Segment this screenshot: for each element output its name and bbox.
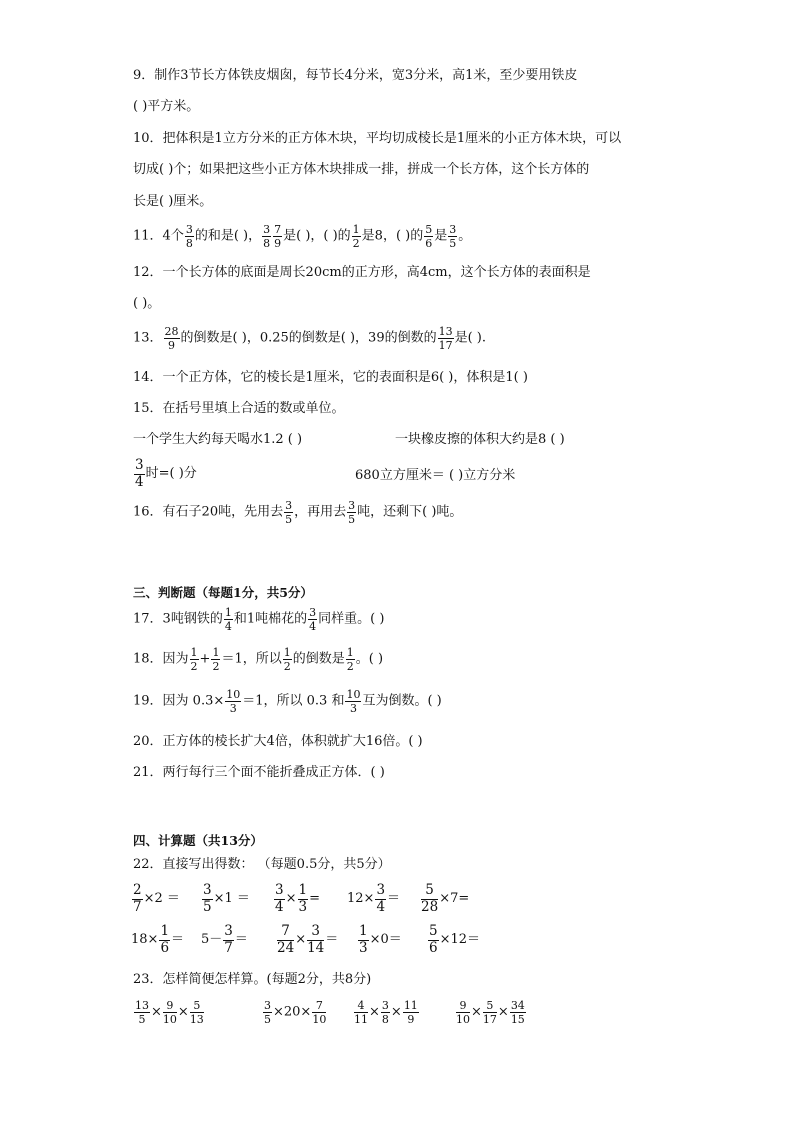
q11-f: 。 bbox=[458, 228, 472, 244]
q9-line1: 9．制作3节长方体铁皮烟囱，每节长4分米，宽3分米，高1米，至少要用铁皮 bbox=[133, 68, 578, 83]
q13-b: 的倒数是( )，0.25的倒数是( )，39的倒数的 bbox=[180, 330, 437, 346]
q23-expr-2: $\frac{3}{5}$ ×20× $\frac{7}{10}$ bbox=[264, 999, 327, 1026]
q22-item: 18× $\frac{1}{6}$ ＝ bbox=[131, 923, 185, 956]
section-3-title: 三、判断题（每题1分，共5分） bbox=[133, 585, 313, 600]
q18-e: 。( ) bbox=[355, 651, 384, 667]
q11-c: 是( )，( )的 bbox=[283, 228, 351, 244]
q22-item: $\frac{1}{3}$ ×0＝ bbox=[359, 923, 402, 956]
q17-a: 17．3吨钢铁的 bbox=[133, 611, 223, 627]
q15-a: 一个学生大约每天喝水1.2 ( ) bbox=[133, 432, 303, 447]
q22-item: $\frac{2}{7}$ ×2 ＝ bbox=[133, 882, 180, 915]
q11-a: 11．4个 bbox=[133, 228, 184, 244]
fraction: $\frac{3}{4}$ bbox=[135, 457, 144, 490]
q21: 21．两行每行三个面不能折叠成正方体．( ) bbox=[133, 765, 385, 780]
q18 bbox=[133, 647, 383, 672]
fraction: $\frac{3}{8}$ bbox=[263, 223, 271, 250]
q15-title: 15．在括号里填上合适的数或单位。 bbox=[133, 401, 345, 416]
q23-expr-3: $\frac{4}{11}$ × $\frac{3}{8}$ × $\frac{11}{9}$ bbox=[354, 999, 418, 1026]
q22-item: $\frac{5}{6}$ ×12＝ bbox=[429, 923, 481, 956]
q13-c: 是( ). bbox=[454, 330, 487, 346]
fraction: $\frac{1}{2}$ bbox=[190, 646, 198, 673]
q16-c: 吨，还剩下( )吨。 bbox=[357, 504, 463, 520]
q22-item: $\frac{3}{5}$ ×1 ＝ bbox=[203, 882, 250, 915]
fraction: $\frac{13}{17}$ bbox=[438, 325, 453, 352]
q19-c: 互为倒数。( ) bbox=[362, 693, 442, 709]
q15-d: 680立方厘米＝ ( )立方分米 bbox=[355, 468, 516, 483]
fraction: $\frac{3}{5}$ bbox=[285, 499, 293, 526]
q15-b: 一块橡皮擦的体积大约是8 ( ) bbox=[395, 432, 565, 447]
q13-a: 13． bbox=[133, 330, 163, 346]
fraction: $\frac{10}{3}$ bbox=[226, 688, 241, 715]
q14: 14．一个正方体，它的棱长是1厘米，它的表面积是6( )，体积是1( ) bbox=[133, 370, 528, 385]
q22-item: 12× $\frac{3}{4}$ ＝ bbox=[347, 882, 401, 915]
q22-title: 22．直接写出得数： （每题0.5分，共5分） bbox=[133, 857, 391, 872]
fraction: $\frac{10}{3}$ bbox=[346, 688, 361, 715]
q16-a: 16．有石子20吨，先用去 bbox=[133, 504, 284, 520]
q12-line1: 12．一个长方体的底面是周长20cm的正方形，高4cm，这个长方体的表面积是 bbox=[133, 265, 591, 280]
q22-item: $\frac{5}{28}$ ×7= bbox=[421, 882, 470, 915]
q17-b: 和1吨棉花的 bbox=[233, 611, 308, 627]
q12-line2: ( )。 bbox=[133, 296, 161, 311]
fraction: $\frac{5}{6}$ bbox=[425, 223, 433, 250]
q23-expr-4: $\frac{9}{10}$ × $\frac{5}{17}$ × $\frac{34}{15}$ bbox=[456, 999, 525, 1026]
q9-line2: ( )平方米。 bbox=[133, 99, 200, 114]
q10-line3: 长是( )厘米。 bbox=[133, 194, 213, 209]
q18-b: + bbox=[199, 651, 211, 667]
fraction: $\frac{1}{2}$ bbox=[283, 646, 291, 673]
fraction: $\frac{3}{4}$ bbox=[309, 606, 317, 633]
q19-a: 19．因为 0.3× bbox=[133, 693, 225, 709]
fraction: $\frac{3}{5}$ bbox=[449, 223, 457, 250]
q11-e: 是 bbox=[434, 228, 448, 244]
q23-title: 23．怎样简便怎样算。(每题2分，共8分) bbox=[133, 972, 372, 987]
q17 bbox=[133, 607, 384, 632]
q16-b: ，再用去 bbox=[294, 504, 347, 520]
fraction: $\frac{1}{2}$ bbox=[212, 646, 220, 673]
q10-line2: 切成( )个；如果把这些小正方体木块排成一排，拼成一个长方体，这个长方体的 bbox=[133, 162, 590, 177]
q11-b: 的和是( )， bbox=[194, 228, 262, 244]
q20: 20．正方体的棱长扩大4倍，体积就扩大16倍。( ) bbox=[133, 734, 423, 749]
q16 bbox=[133, 500, 462, 525]
fraction: $\frac{1}{2}$ bbox=[346, 646, 354, 673]
q11 bbox=[133, 224, 471, 249]
q22-item: $\frac{7}{24}$ × $\frac{3}{14}$ ＝ bbox=[277, 923, 339, 956]
q19-b: ＝1，所以 0.3 和 bbox=[242, 693, 345, 709]
q18-d: 的倒数是 bbox=[292, 651, 345, 667]
q19 bbox=[133, 689, 442, 714]
q17-c: 同样重。( ) bbox=[318, 611, 385, 627]
q11-d: 是8，( )的 bbox=[361, 228, 424, 244]
q18-c: ＝1，所以 bbox=[221, 651, 282, 667]
q22-item: 5－ $\frac{3}{7}$ ＝ bbox=[201, 923, 248, 956]
q15-c: 时=( )分 bbox=[145, 466, 197, 481]
q15-c-row bbox=[133, 459, 197, 489]
fraction: $\frac{1}{2}$ bbox=[352, 223, 360, 250]
section-4-title: 四、计算题（共13分） bbox=[133, 833, 263, 848]
q10-line1: 10．把体积是1立方分米的正方体木块，平均切成棱长是1厘米的小正方体木块，可以 bbox=[133, 131, 622, 146]
q23-expr-1: $\frac{13}{5}$ × $\frac{9}{10}$ × $\frac{5}{13}$ bbox=[135, 999, 204, 1026]
fraction: $\frac{3}{8}$ bbox=[185, 223, 193, 250]
fraction: $\frac{3}{5}$ bbox=[348, 499, 356, 526]
fraction: $\frac{7}{9}$ bbox=[274, 223, 282, 250]
fraction: $\frac{1}{4}$ bbox=[224, 606, 232, 633]
q22-item: $\frac{3}{4}$ × $\frac{1}{3}$ = bbox=[275, 882, 320, 915]
q13 bbox=[133, 326, 486, 351]
fraction: $\frac{28}{9}$ bbox=[164, 325, 179, 352]
q18-a: 18．因为 bbox=[133, 651, 189, 667]
